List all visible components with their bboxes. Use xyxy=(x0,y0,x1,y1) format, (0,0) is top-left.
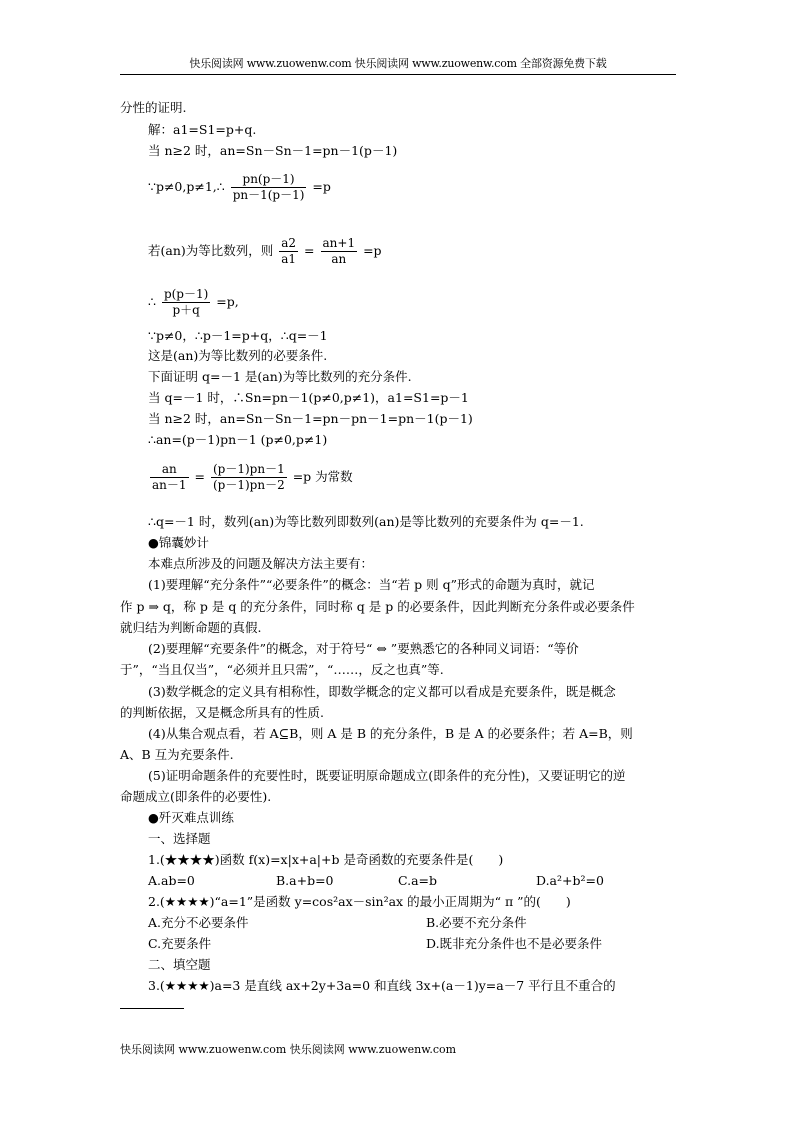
question-line: 1.(★★★★)函数 f(x)=x|x+a|+b 是奇函数的充要条件是( ) xyxy=(148,852,504,867)
paragraph-line: 命题成立(即条件的必要性). xyxy=(120,789,272,804)
fraction xyxy=(279,236,298,267)
fraction-denominator: p＋q xyxy=(172,303,200,317)
paragraph-line: A、B 互为充要条件. xyxy=(120,747,234,762)
page-footer: 快乐阅读网 www.zuowenw.com 快乐阅读网 www.zuowenw.com xyxy=(120,1043,457,1056)
formula-text: =p xyxy=(363,243,382,258)
fraction-denominator: an－1 xyxy=(152,478,187,492)
question-line: 3.(★★★★)a=3 是直线 ax+2y+3a=0 和直线 3x+(a－1)y=a－7 平行且不重合的 xyxy=(148,978,616,993)
text-line: ∴an=(p－1)pn－1 (p≠0,p≠1) xyxy=(148,432,328,447)
fraction-numerator: pn(p－1) xyxy=(231,172,307,188)
formula-text: ∵p≠0,p≠1,∴ xyxy=(148,179,225,194)
footnote-rule xyxy=(120,1008,184,1009)
fraction xyxy=(231,172,307,203)
text-line: 当 n≥2 时，an=Sn－Sn－1=pn－1(p－1) xyxy=(148,143,398,158)
fraction-denominator: an xyxy=(331,252,347,266)
text-line: ∵p≠0，∴p－1=p+q，∴q=－1 xyxy=(148,328,328,343)
subsection-heading: 一、选择题 xyxy=(148,831,211,846)
fraction-denominator: (p－1)pn－2 xyxy=(212,478,285,492)
paragraph-line: 作 p ⇒ q，称 p 是 q 的充分条件，同时称 q 是 p 的必要条件，因此判断充分条件或必要条件 xyxy=(120,599,635,614)
formula-line xyxy=(148,462,353,493)
fraction-numerator: an xyxy=(150,462,189,478)
paragraph-line: 就归结为判断命题的真假. xyxy=(120,620,262,635)
option-a: A.充分不必要条件 xyxy=(148,915,249,930)
fraction-numerator: an+1 xyxy=(322,236,356,250)
formula-line xyxy=(148,287,239,318)
formula-text: =p 为常数 xyxy=(292,469,353,484)
paragraph-line: 的判断依据，又是概念所具有的性质. xyxy=(120,705,324,720)
header-rule xyxy=(120,74,676,75)
option-b: B.a+b=0 xyxy=(276,873,334,888)
text-line: 下面证明 q=－1 是(an)为等比数列的充分条件. xyxy=(148,369,412,384)
paragraph-line: (2)要理解“充要条件”的概念，对于符号“ ⇔ ”要熟悉它的各种同义词语：“等价 xyxy=(148,641,579,656)
text-line: 当 n≥2 时，an=Sn－Sn－1=pn－pn－1=pn－1(p－1) xyxy=(148,411,473,426)
formula-text: = xyxy=(304,243,315,258)
paragraph-line: (3)数学概念的定义具有相称性，即数学概念的定义都可以看成是充要条件，既是概念 xyxy=(148,684,616,699)
fraction-numerator: p(p－1) xyxy=(163,287,209,301)
option-d: D.既非充分条件也不是必要条件 xyxy=(426,936,603,951)
paragraph-line: 于”，“当且仅当”，“必须并且只需”，“……，反之也真”等. xyxy=(120,662,444,677)
fraction-denominator: a1 xyxy=(281,252,297,266)
formula-text: ∴ xyxy=(148,294,156,309)
formula-line xyxy=(148,236,382,267)
text-line: ∴q=－1 时，数列(an)为等比数列即数列(an)是等比数列的充要条件为 q=－1. xyxy=(148,514,584,529)
fraction xyxy=(150,462,189,493)
text-line: 解：a1=S1=p+q. xyxy=(148,122,257,137)
option-c: C.a=b xyxy=(398,873,438,888)
page-header: 快乐阅读网 www.zuowenw.com 快乐阅读网 www.zuowenw.com 全部资源免费下载 xyxy=(189,57,607,70)
text-line: 这是(an)为等比数列的必要条件. xyxy=(148,348,328,363)
text-line: 分性的证明. xyxy=(120,100,187,115)
option-a: A.ab=0 xyxy=(148,873,195,888)
formula-text: =p, xyxy=(216,294,239,309)
fraction xyxy=(162,287,210,318)
formula-line xyxy=(148,172,331,203)
question-line: 2.(★★★★)“a=1”是函数 y=cos²ax－sin²ax 的最小正周期为“ π ”的( ) xyxy=(148,894,571,909)
option-b: B.必要不充分条件 xyxy=(426,915,527,930)
text-line: 本难点所涉及的问题及解决方法主要有： xyxy=(148,556,374,571)
section-heading: ●歼灭难点训练 xyxy=(148,810,234,825)
fraction-denominator: pn－1(p－1) xyxy=(232,188,305,202)
paragraph-line: (1)要理解“充分条件”“必要条件”的概念：当“若 p 则 q”形式的命题为真时，就记 xyxy=(148,577,595,592)
fraction xyxy=(321,236,358,267)
option-c: C.充要条件 xyxy=(148,936,212,951)
formula-text: =p xyxy=(312,179,331,194)
subsection-heading: 二、填空题 xyxy=(148,957,211,972)
text-line: 当 q=－1 时，∴Sn=pn－1(p≠0,p≠1)，a1=S1=p－1 xyxy=(148,390,469,405)
formula-text: = xyxy=(194,469,205,484)
paragraph-line: (4)从集合观点看，若 A⊆B，则 A 是 B 的充分条件，B 是 A 的必要条件；若 A=B，则 xyxy=(148,726,633,741)
fraction-numerator: (p－1)pn－1 xyxy=(212,462,285,476)
fraction-numerator: a2 xyxy=(281,236,297,250)
section-heading: ●锦囊妙计 xyxy=(148,535,209,550)
paragraph-line: (5)证明命题条件的充要性时，既要证明原命题成立(即条件的充分性)，又要证明它的逆 xyxy=(148,768,626,783)
formula-text: 若(an)为等比数列，则 xyxy=(148,243,274,258)
fraction xyxy=(211,462,287,493)
option-d: D.a²+b²=0 xyxy=(536,873,604,888)
